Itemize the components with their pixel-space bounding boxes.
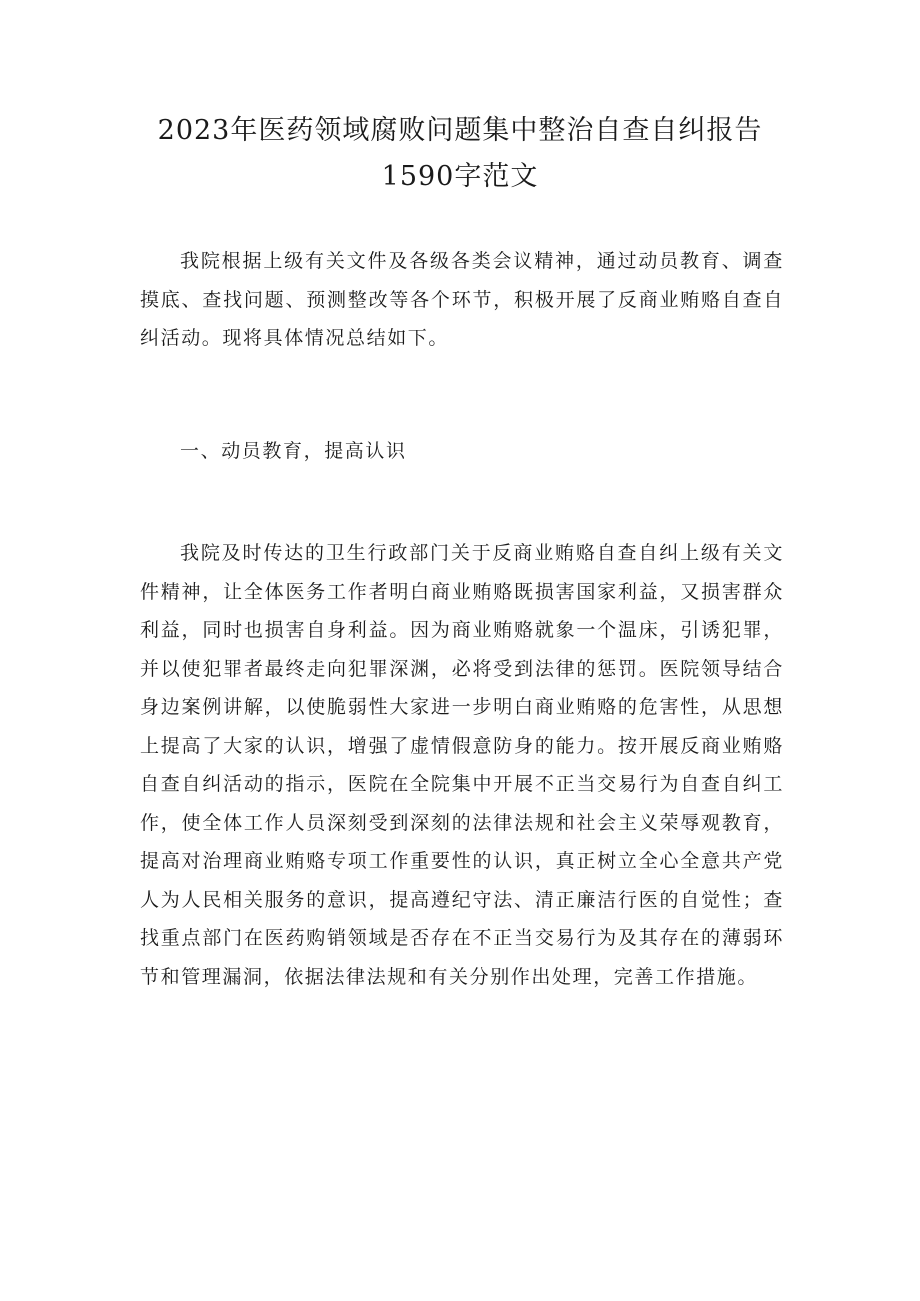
intro-paragraph: 我院根据上级有关文件及各级各类会议精神，通过动员教育、调查摸底、查找问题、预测整改等各个环节，积极开展了反商业贿赂自查自纠活动。现将具体情况总结如下。 <box>140 250 784 349</box>
document-title-line-2: 1590字范文 <box>381 161 539 192</box>
section-1-paragraph: 我院及时传达的卫生行政部门关于反商业贿赂自查自纠上级有关文件精神，让全体医务工作者明白商业贿赂既损害国家利益，又损害群众利益，同时也损害自身利益。因为商业贿赂就象一个温床，引诱犯罪，并以使犯罪者最终走向犯罪深渊，必将受到法律的惩罚。医院领导结合身边案例讲解，以使脆弱性大家进一步明白商业贿赂的危害性，从思想上提高了大家的认识，增强了虚情假意防身的能力。按开展反商业贿赂自查自纠活动的指示，医院在全院集中开展不正当交易行为自查自纠工作，使全体工作人员深刻受到深刻的法律法规和社会主义荣辱观教育，提高对治理商业贿赂专项工作重要性的认识，真正树立全心全意共产党人为人民相关服务的意识，提高遵纪守法、清正廉洁行医的自觉性；查找重点部门在医药购销领域是否存在不正当交易行为及其存在的薄弱环节和管理漏洞，依据法律法规和有关分别作出处理，完善工作措施。 <box>140 542 784 988</box>
section-1-heading: 一、动员教育，提高认识 <box>180 440 407 462</box>
document-title-line-1: 2023年医药领域腐败问题集中整治自查自纠报告 <box>157 115 763 146</box>
